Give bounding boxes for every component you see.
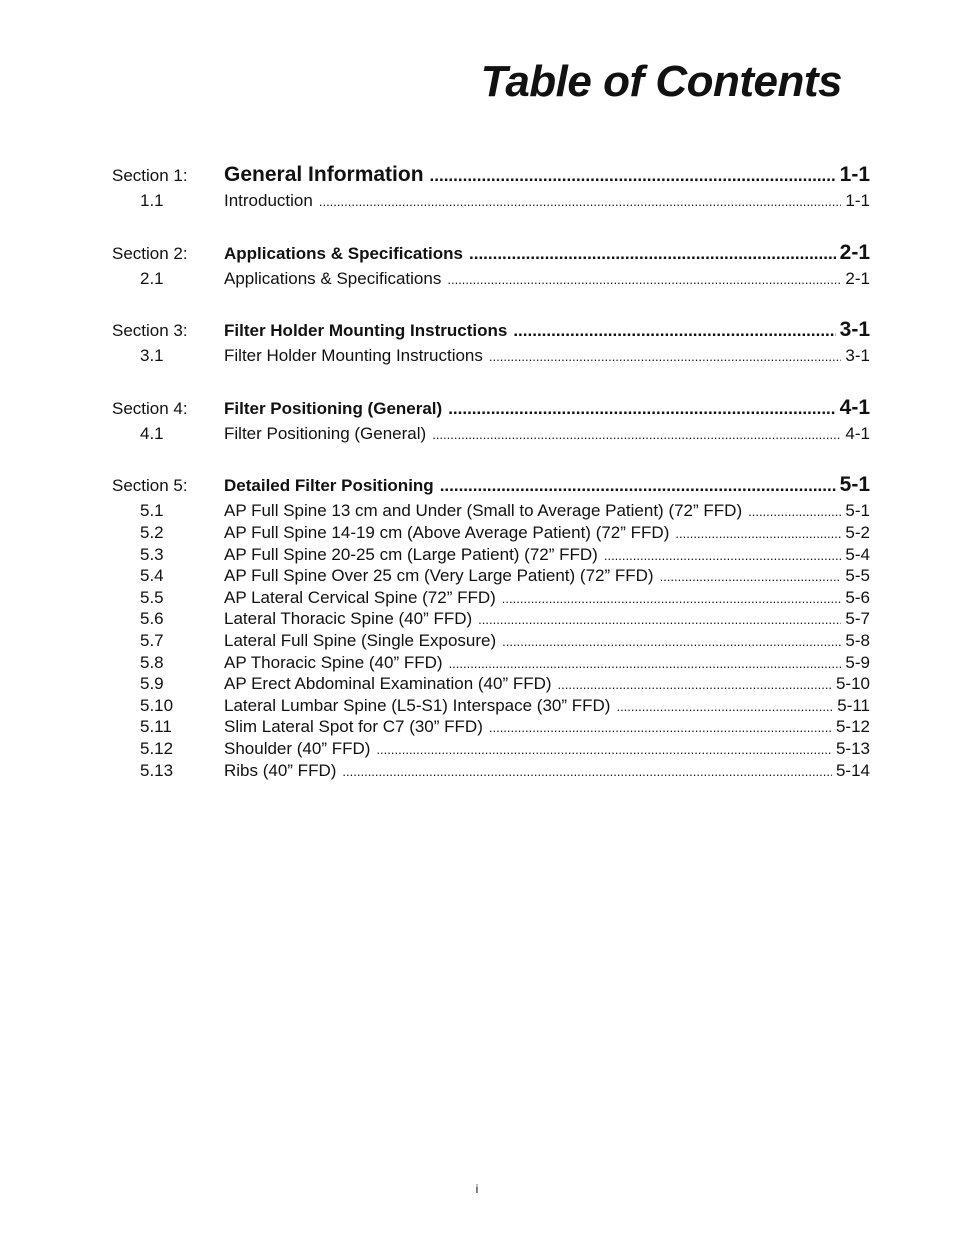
section-title: Applications & Specifications bbox=[224, 243, 463, 263]
dot-leader bbox=[598, 545, 842, 567]
entry-number: 5.3 bbox=[140, 544, 164, 564]
toc-section-heading[interactable] bbox=[112, 238, 870, 268]
dot-leader bbox=[370, 739, 832, 761]
entry-title: Ribs (40” FFD) bbox=[224, 760, 337, 780]
dot-leader bbox=[496, 588, 842, 610]
toc-entry[interactable] bbox=[112, 716, 870, 738]
dot-leader bbox=[443, 653, 842, 675]
entry-title: Filter Positioning (General) bbox=[224, 423, 427, 443]
toc-entry[interactable] bbox=[112, 565, 870, 587]
entry-title: Lateral Thoracic Spine (40” FFD) bbox=[224, 609, 473, 629]
entry-page-number: 5-13 bbox=[835, 738, 870, 758]
entry-number: 2.1 bbox=[140, 268, 164, 288]
entry-number: 5.2 bbox=[140, 522, 164, 542]
toc-section-heading[interactable] bbox=[112, 393, 870, 423]
toc-entry[interactable] bbox=[112, 544, 870, 566]
entry-title: AP Erect Abdominal Examination (40” FFD) bbox=[224, 674, 552, 694]
toc-section-block bbox=[112, 393, 870, 445]
toc-entry[interactable] bbox=[112, 522, 870, 544]
dot-leader bbox=[442, 394, 835, 424]
toc-entry[interactable] bbox=[112, 738, 870, 760]
section-label: Section 3: bbox=[112, 321, 188, 341]
entry-page-number: 5-8 bbox=[845, 630, 870, 650]
dot-leader bbox=[507, 316, 835, 346]
dot-leader bbox=[472, 609, 841, 631]
entry-number: 1.1 bbox=[140, 191, 164, 210]
toc-section-heading[interactable] bbox=[112, 315, 870, 345]
entry-title: Slim Lateral Spot for C7 (30” FFD) bbox=[224, 717, 483, 737]
section-page-number: 4-1 bbox=[839, 395, 870, 419]
entry-title: AP Lateral Cervical Spine (72” FFD) bbox=[224, 587, 496, 607]
entry-number: 5.9 bbox=[140, 674, 164, 694]
toc-entry[interactable] bbox=[112, 608, 870, 630]
dot-leader bbox=[654, 566, 842, 588]
entry-page-number: 5-12 bbox=[835, 717, 870, 737]
section-label: Section 5: bbox=[112, 476, 188, 496]
dot-leader bbox=[426, 424, 841, 446]
dot-leader bbox=[669, 523, 841, 545]
toc-section-block bbox=[112, 315, 870, 367]
entry-title: Applications & Specifications bbox=[224, 268, 442, 288]
section-label: Section 1: bbox=[112, 166, 188, 185]
toc-section-block bbox=[112, 160, 870, 212]
toc-entry[interactable] bbox=[112, 652, 870, 674]
entry-number: 5.6 bbox=[140, 609, 164, 629]
dot-leader bbox=[496, 631, 841, 653]
entry-title: Lateral Full Spine (Single Exposure) bbox=[224, 630, 497, 650]
toc-entry[interactable] bbox=[112, 630, 870, 652]
section-label: Section 2: bbox=[112, 243, 188, 263]
entry-number: 5.4 bbox=[140, 566, 164, 586]
toc-entry[interactable] bbox=[112, 587, 870, 609]
entry-title: AP Full Spine 13 cm and Under (Small to Average Patient) (72” FFD) bbox=[224, 501, 743, 521]
toc-section-heading[interactable] bbox=[112, 160, 870, 190]
entry-title: AP Full Spine 14-19 cm (Above Average Patient) (72” FFD) bbox=[224, 522, 670, 542]
entry-page-number: 5-6 bbox=[845, 587, 870, 607]
page-title: Table of Contents bbox=[480, 57, 842, 106]
dot-leader bbox=[552, 674, 832, 696]
dot-leader bbox=[441, 269, 841, 291]
toc-section-block bbox=[112, 470, 870, 781]
entry-page-number: 5-9 bbox=[845, 652, 870, 672]
entry-title: AP Full Spine 20-25 cm (Large Patient) (72” FFD) bbox=[224, 544, 598, 564]
entry-page-number: 5-7 bbox=[845, 609, 870, 629]
entry-page-number: 3-1 bbox=[845, 346, 870, 366]
entry-title: Shoulder (40” FFD) bbox=[224, 738, 371, 758]
entry-title: AP Full Spine Over 25 cm (Very Large Patient) (72” FFD) bbox=[224, 566, 654, 586]
toc-entry[interactable] bbox=[112, 190, 870, 212]
toc-entry[interactable] bbox=[112, 695, 870, 717]
entry-number: 4.1 bbox=[140, 423, 164, 443]
table-of-contents bbox=[112, 160, 870, 807]
entry-page-number: 5-10 bbox=[835, 674, 870, 694]
section-page-number: 3-1 bbox=[839, 318, 870, 342]
entry-title: Introduction bbox=[224, 191, 313, 210]
dot-leader bbox=[483, 346, 842, 368]
section-page-number: 2-1 bbox=[839, 240, 870, 264]
section-title: Detailed Filter Positioning bbox=[224, 476, 434, 496]
dot-leader bbox=[742, 501, 841, 523]
toc-entry[interactable] bbox=[112, 268, 870, 290]
entry-title: Lateral Lumbar Spine (L5-S1) Interspace (30” FFD) bbox=[224, 695, 611, 715]
entry-page-number: 1-1 bbox=[845, 191, 870, 210]
entry-title: AP Thoracic Spine (40” FFD) bbox=[224, 652, 443, 672]
entry-page-number: 2-1 bbox=[845, 268, 870, 288]
entry-page-number: 5-4 bbox=[845, 544, 870, 564]
entry-page-number: 5-2 bbox=[845, 522, 870, 542]
entry-number: 5.12 bbox=[140, 738, 174, 758]
entry-page-number: 5-5 bbox=[845, 566, 870, 586]
dot-leader bbox=[424, 161, 836, 191]
section-page-number: 1-1 bbox=[839, 163, 870, 186]
section-title: General Information bbox=[224, 163, 424, 186]
dot-leader bbox=[434, 471, 836, 501]
entry-page-number: 5-14 bbox=[835, 760, 870, 780]
entry-page-number: 5-1 bbox=[845, 501, 870, 521]
toc-entry[interactable] bbox=[112, 500, 870, 522]
entry-number: 5.7 bbox=[140, 630, 164, 650]
dot-leader bbox=[313, 191, 842, 213]
entry-number: 5.10 bbox=[140, 695, 174, 715]
entry-page-number: 5-11 bbox=[837, 695, 870, 715]
entry-number: 5.11 bbox=[140, 717, 172, 737]
toc-entry[interactable] bbox=[112, 760, 870, 782]
entry-number: 3.1 bbox=[140, 346, 164, 366]
page-number: i bbox=[475, 1182, 479, 1196]
toc-entry[interactable] bbox=[112, 673, 870, 695]
section-title: Filter Positioning (General) bbox=[224, 398, 443, 418]
section-title: Filter Holder Mounting Instructions bbox=[224, 321, 508, 341]
dot-leader bbox=[463, 239, 836, 269]
entry-page-number: 4-1 bbox=[845, 423, 870, 443]
entry-number: 5.8 bbox=[140, 652, 164, 672]
toc-section-heading[interactable] bbox=[112, 470, 870, 500]
toc-section-block bbox=[112, 238, 870, 290]
section-label: Section 4: bbox=[112, 398, 188, 418]
dot-leader bbox=[336, 761, 832, 783]
dot-leader bbox=[610, 696, 833, 718]
toc-entry[interactable] bbox=[112, 423, 870, 445]
entry-number: 5.5 bbox=[140, 587, 164, 607]
dot-leader bbox=[483, 717, 832, 739]
section-page-number: 5-1 bbox=[839, 473, 870, 497]
entry-title: Filter Holder Mounting Instructions bbox=[224, 346, 483, 366]
entry-number: 5.1 bbox=[140, 501, 164, 521]
entry-number: 5.13 bbox=[140, 760, 174, 780]
toc-entry[interactable] bbox=[112, 345, 870, 367]
